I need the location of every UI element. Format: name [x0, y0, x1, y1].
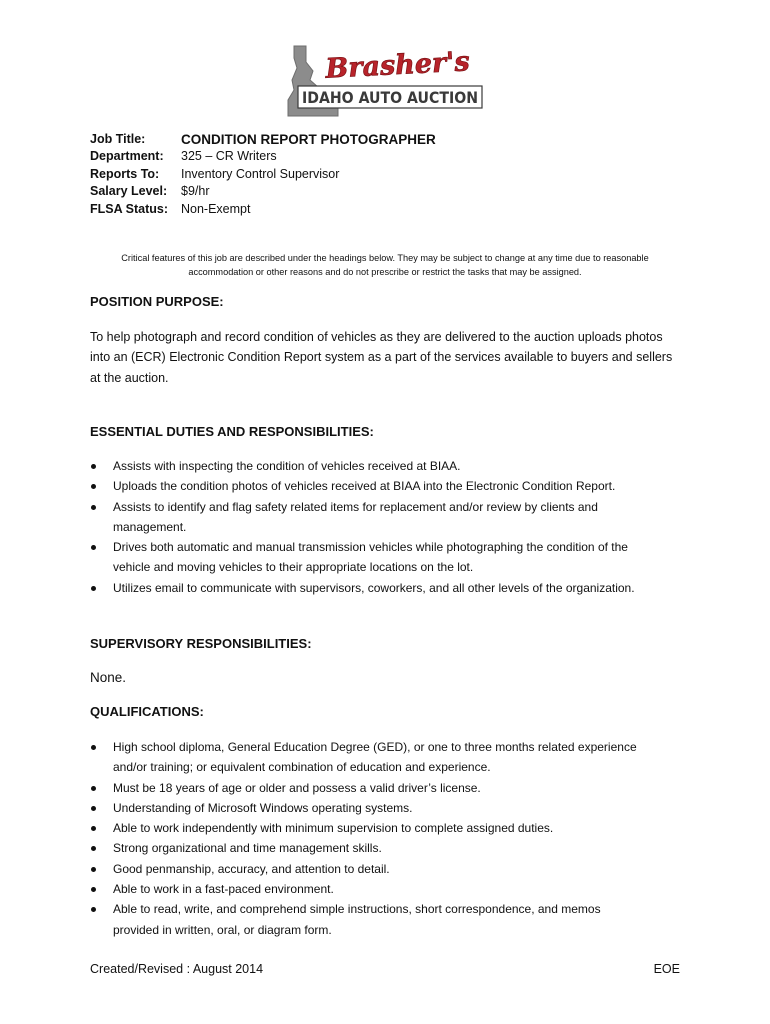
flsa-status-row	[90, 201, 436, 218]
job-title-label: Job Title:	[90, 132, 146, 146]
flsa-status-label: FLSA Status:	[90, 201, 169, 216]
department-label: Department:	[90, 149, 164, 164]
list-item	[90, 778, 690, 798]
list-item-line: management.	[113, 519, 187, 534]
list-item-line: Able to read, write, and comprehend simple instructions, short correspondence, and memos	[113, 902, 601, 917]
footer-revised-date: Created/Revised : August 2014	[90, 962, 264, 976]
list-item-line: provided in written, oral, or diagram form.	[113, 922, 332, 937]
job-title-value: CONDITION REPORT PHOTOGRAPHER	[181, 132, 436, 147]
list-item-line: Must be 18 years of age or older and possess a valid driver’s license.	[113, 780, 481, 795]
logo-block-text: IDAHO AUTO AUCTION	[302, 88, 478, 107]
list-item-line: and/or training; or equivalent combination of education and experience.	[113, 760, 491, 775]
reports-to-label: Reports To:	[90, 166, 160, 181]
list-item	[90, 798, 690, 818]
salary-level-row	[90, 183, 436, 200]
list-item-line: Assists with inspecting the condition of vehicles received at BIAA.	[113, 459, 461, 473]
list-item-line: High school diploma, General Education Degree (GED), or one to three months related experience	[113, 740, 637, 754]
position-purpose-text	[90, 327, 690, 388]
list-item-line: Able to work independently with minimum supervision to complete assigned duties.	[113, 821, 554, 836]
department-row	[90, 148, 436, 165]
list-item-line: vehicle and moving vehicles to their appropriate locations on the lot.	[113, 560, 474, 575]
salary-level-value: $9/hr	[181, 184, 210, 199]
list-item-line: Strong organizational and time management skills.	[113, 841, 382, 856]
job-meta	[90, 131, 436, 218]
company-logo	[280, 40, 486, 118]
list-item	[90, 456, 690, 476]
disclaimer-line: accommodation or other reasons and do not prescribe or restrict the tasks that may be assigned.	[188, 266, 582, 277]
list-item-line: Uploads the condition photos of vehicles received at BIAA into the Electronic Condition Report.	[113, 479, 616, 494]
footer-eoe: EOE	[653, 962, 680, 976]
supervisory-text: None.	[90, 670, 127, 685]
paragraph-line: at the auction.	[90, 370, 169, 385]
idaho-logo-icon	[280, 40, 486, 118]
reports-to-row	[90, 166, 436, 183]
flsa-status-value: Non-Exempt	[181, 201, 251, 216]
list-item	[90, 879, 690, 899]
supervisory-heading: SUPERVISORY RESPONSIBILITIES:	[90, 636, 312, 651]
list-item	[90, 476, 690, 496]
position-purpose-heading: POSITION PURPOSE:	[90, 294, 224, 309]
list-item-line: Assists to identify and flag safety related items for replacement and/or review by clients and	[113, 499, 598, 514]
list-item-line: Utilizes email to communicate with supervisors, coworkers, and all other levels of the organization.	[113, 580, 635, 595]
qualifications-heading: QUALIFICATIONS:	[90, 704, 204, 719]
list-item	[90, 497, 690, 538]
qualifications-list	[90, 737, 690, 940]
list-item-line: Drives both automatic and manual transmission vehicles while photographing the condition of the	[113, 540, 628, 555]
salary-level-label: Salary Level:	[90, 184, 168, 199]
list-item	[90, 578, 690, 598]
reports-to-value: Inventory Control Supervisor	[181, 166, 340, 181]
disclaimer-line: Critical features of this job are described under the headings below. They may be subject to change at any time due to reasonable	[121, 253, 649, 263]
essential-duties-list	[90, 456, 690, 598]
job-title-row	[90, 131, 436, 148]
list-item	[90, 818, 690, 838]
list-item	[90, 838, 690, 858]
list-item	[90, 859, 690, 879]
logo-script-text: Brasher's	[324, 46, 471, 85]
essential-duties-heading: ESSENTIAL DUTIES AND RESPONSIBILITIES:	[90, 424, 374, 439]
list-item	[90, 737, 690, 778]
list-item-line: Able to work in a fast-paced environment.	[113, 882, 334, 897]
list-item	[90, 899, 690, 940]
disclaimer	[100, 252, 670, 279]
list-item-line: Understanding of Microsoft Windows operating systems.	[113, 800, 413, 815]
paragraph-line: To help photograph and record condition of vehicles as they are delivered to the auction uploads photos	[90, 330, 663, 344]
paragraph-line: into an (ECR) Electronic Condition Report system as a part of the services available to buyers and sellers	[90, 350, 673, 365]
list-item-line: Good penmanship, accuracy, and attention to detail.	[113, 861, 390, 876]
list-item	[90, 537, 690, 578]
department-value: 325 – CR Writers	[181, 149, 277, 164]
